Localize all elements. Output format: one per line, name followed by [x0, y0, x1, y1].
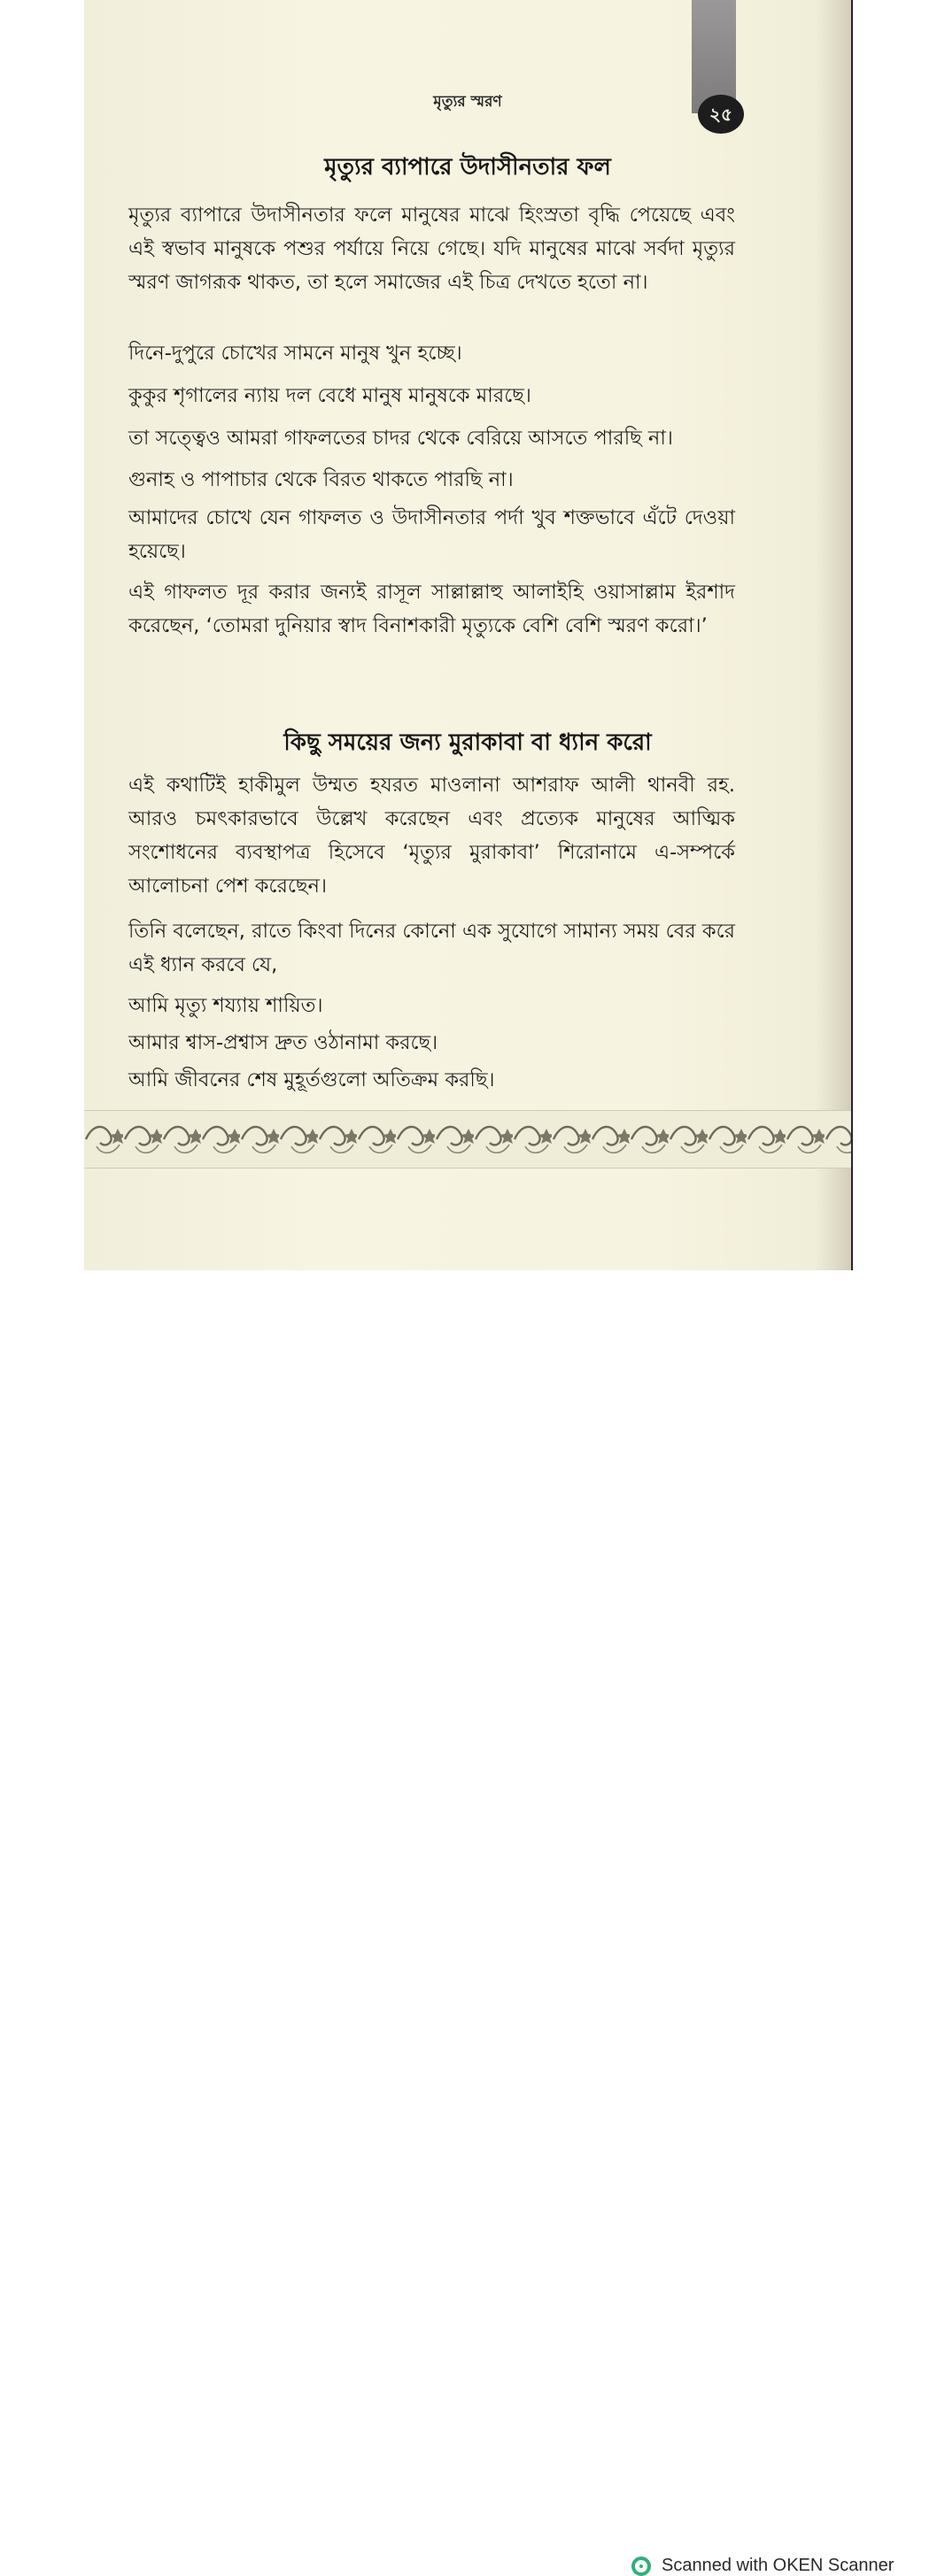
- paragraph: এই গাফলত দূর করার জন্যই রাসূল সাল্লাল্লাহু আলাইহি ওয়াসাল্লাম ইরশাদ করেছেন, ‘তোমরা দুনিয়ার স্বাদ বিনাশকারী মৃত্যুকে বেশি বেশি স্মরণ করো।’: [128, 581, 735, 637]
- paragraph: আমি মৃত্যু শয্যায় শায়িত।: [128, 994, 323, 1017]
- scanner-watermark-text: Scanned with OKEN Scanner: [662, 2556, 894, 2575]
- paragraph: তিনি বলেছেন, রাতে কিংবা দিনের কোনো এক সুযোগে সামান্য সময় বের করে এই ধ্যান করবে যে,: [128, 920, 735, 976]
- paragraph: তা সত্ত্বেও আমরা গাফলতের চাদর থেকে বেরিয়ে আসতে পারছি না।: [128, 427, 673, 450]
- paragraph: দিনে-দুপুরে চোখের সামনে মানুষ খুন হচ্ছে।: [128, 342, 462, 365]
- paragraph: আমি জীবনের শেষ মুহূর্তগুলো অতিক্রম করছি।: [128, 1068, 495, 1091]
- paragraph: গুনাহ ও পাপাচার থেকে বিরত থাকতে পারছি না।: [128, 468, 514, 491]
- ornamental-border: [84, 1110, 851, 1168]
- paragraph: মৃত্যুর ব্যাপারে উদাসীনতার ফলে মানুষের মাঝে হিংস্রতা বৃদ্ধি পেয়েছে এবং এই স্বভাব মানুষকে পশুর পর্যায়ে নিয়ে গেছে। যদি মানুষের মাঝে সর্বদা মৃত্যুর স্মরণ জাগরূক থাকত, তা হলে সমাজের এই চিত্র দেখতে হতো না।: [128, 204, 735, 294]
- section-heading-1: মৃত্যুর ব্যাপারে উদাসীনতার ফল: [324, 154, 611, 181]
- running-head: মৃত্যুর স্মরণ: [433, 93, 502, 111]
- paragraph: কুকুর শৃগালের ন্যায় দল বেধে মানুষ মানুষকে মারছে।: [128, 384, 531, 407]
- oken-logo-icon: [631, 2557, 651, 2576]
- page-gutter-shadow: [816, 0, 851, 1270]
- paragraph: এই কথাটিই হাকীমুল উম্মত হযরত মাওলানা আশরাফ আলী থানবী রহ. আরও চমৎকারভাবে উল্লেখ করেছেন এবং প্রত্যেক মানুষের আত্মিক সংশোধনের ব্যবস্থাপত্র হিসেবে ‘মৃত্যুর মুরাকাবা’ শিরোনামে এ-সম্পর্কে আলোচনা পেশ করেছেন।: [128, 774, 735, 898]
- section-heading-2: কিছু সময়ের জন্য মুরাকাবা বা ধ্যান করো: [283, 729, 652, 756]
- paragraph: আমাদের চোখে যেন গাফলত ও উদাসীনতার পর্দা খুব শক্তভাবে এঁটে দেওয়া হয়েছে।: [128, 506, 735, 563]
- paragraph: আমার শ্বাস-প্রশ্বাস দ্রুত ওঠানামা করছে।: [128, 1031, 438, 1054]
- ornament-pattern: [84, 1111, 851, 1168]
- book-page: [84, 0, 851, 1270]
- scanned-page-area: [84, 0, 853, 1270]
- page-number-badge: ২৫: [698, 95, 744, 134]
- scanner-footer: [0, 1270, 937, 2575]
